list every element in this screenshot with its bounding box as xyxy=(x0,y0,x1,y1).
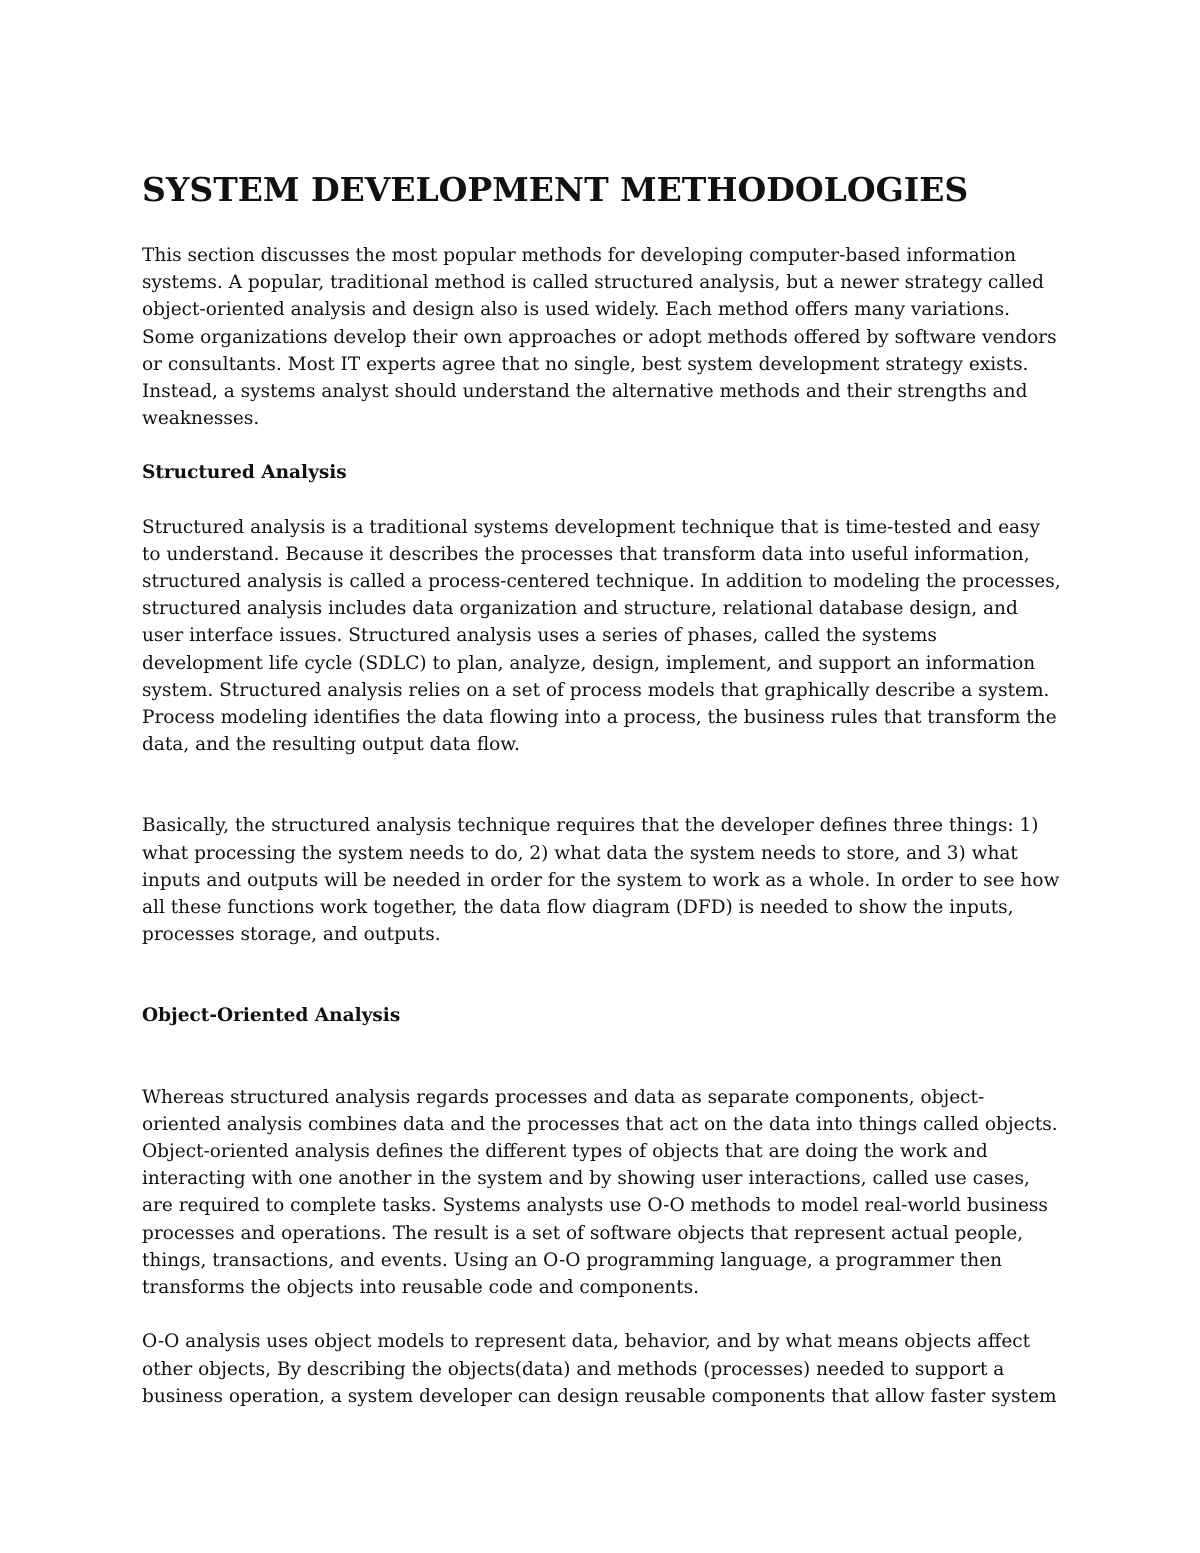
document-title: SYSTEM DEVELOPMENT METHODOLOGIES xyxy=(142,170,969,209)
document-body xyxy=(142,168,1062,1410)
object-oriented-paragraph-2: O-O analysis uses object models to represent data, behavior, and by what means objects affect other objects, By describing the objects(data) and methods (processes) needed to support a business operation, a system developer can design reusable components that allow faster system xyxy=(142,1331,1057,1407)
structured-analysis-paragraph-2: Basically, the structured analysis technique requires that the developer defines three things: 1) what processing the system needs to do, 2) what data the system needs to store, and 3) what inputs and outputs will be needed in order for the system to work as a whole. In order to see how all these functions work together, the data flow diagram (DFD) is needed to show the inputs, processes storage, and outputs. xyxy=(142,815,1060,946)
structured-analysis-paragraph-1: Structured analysis is a traditional systems development technique that is time-tested and easy to understand. Because it describes the processes that transform data into useful information, structured analysis is called a process-centered technique. In addition to modeling the processes, structured analysis includes data organization and structure, relational database design, and user interface issues. Structured analysis uses a series of phases, called the systems development life cycle (SDLC) to plan, analyze, design, implement, and support an information system. Structured analysis relies on a set of process models that graphically describe a system. Process modeling identifies the data flowing into a process, the business rules that transform the data, and the resulting output data flow. xyxy=(142,516,1061,756)
intro-paragraph: This section discusses the most popular methods for developing computer-based information systems. A popular, traditional method is called structured analysis, but a newer strategy called object-oriented analysis and design also is used widely. Each method offers many variations. Some organizations develop their own approaches or adopt methods offered by software vendors or consultants. Most IT experts agree that no single, best system development strategy exists. Instead, a systems analyst should understand the alternative methods and their strengths and weaknesses. xyxy=(142,245,1057,430)
object-oriented-analysis-heading: Object-Oriented Analysis xyxy=(142,1005,401,1027)
object-oriented-paragraph-1: Whereas structured analysis regards processes and data as separate components, object-oriented analysis combines data and the processes that act on the data into things called objects. Object-oriented analysis defines the different types of objects that are doing the work and interacting with one another in the system and by showing user interactions, called use cases, are required to complete tasks. Systems analysts use O-O methods to model real-world business processes and operations. The result is a set of software objects that represent actual people, things, transactions, and events. Using an O-O programming language, a programmer then transforms the objects into reusable code and components. xyxy=(142,1086,1058,1299)
structured-analysis-heading: Structured Analysis xyxy=(142,462,347,484)
